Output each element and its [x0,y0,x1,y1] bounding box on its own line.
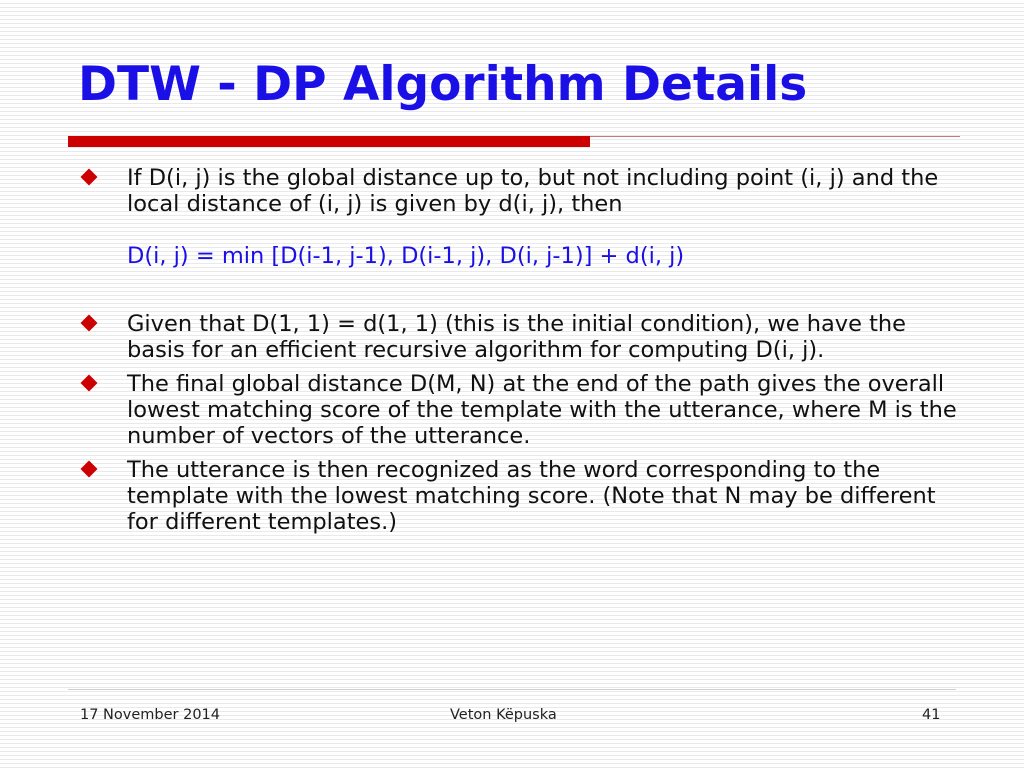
slide-title: DTW - DP Algorithm Details [78,57,808,112]
bullet-item [80,311,960,363]
page-number: 41 [922,707,941,723]
red-diamond-icon [81,461,98,478]
footer-date: 17 November 2014 [80,707,221,723]
red-diamond-icon [81,169,98,186]
title-underline-accent [68,136,590,147]
title-underline-rule [590,136,960,137]
bullet-text: The final global distance D(M, N) at the end of the path gives the overall lowest matching score of the template with the utterance, where M is the number of vectors of the utterance. [127,371,957,449]
bullet-item [80,371,960,449]
bullet-text: Given that D(1, 1) = d(1, 1) (this is the initial condition), we have the basis for an efficient recursive algorithm for computing D(i, j). [127,311,907,363]
bullet-item [80,165,960,217]
bullet-text: The utterance is then recognized as the word corresponding to the template with the lowest matching score. (Note that N may be different for different templates.) [127,457,936,535]
footer-divider [68,689,956,690]
red-diamond-icon [81,375,98,392]
slide-body [80,165,960,543]
dp-recurrence-formula: D(i, j) = min [D(i-1, j-1), D(i-1, j), D(i, j-1)] + d(i, j) [127,243,685,269]
footer-author: Veton Këpuska [450,707,557,723]
red-diamond-icon [81,315,98,332]
bullet-item [80,457,960,535]
bullet-text: If D(i, j) is the global distance up to, but not including point (i, j) and the local distance of (i, j) is given by d(i, j), then [127,165,939,217]
